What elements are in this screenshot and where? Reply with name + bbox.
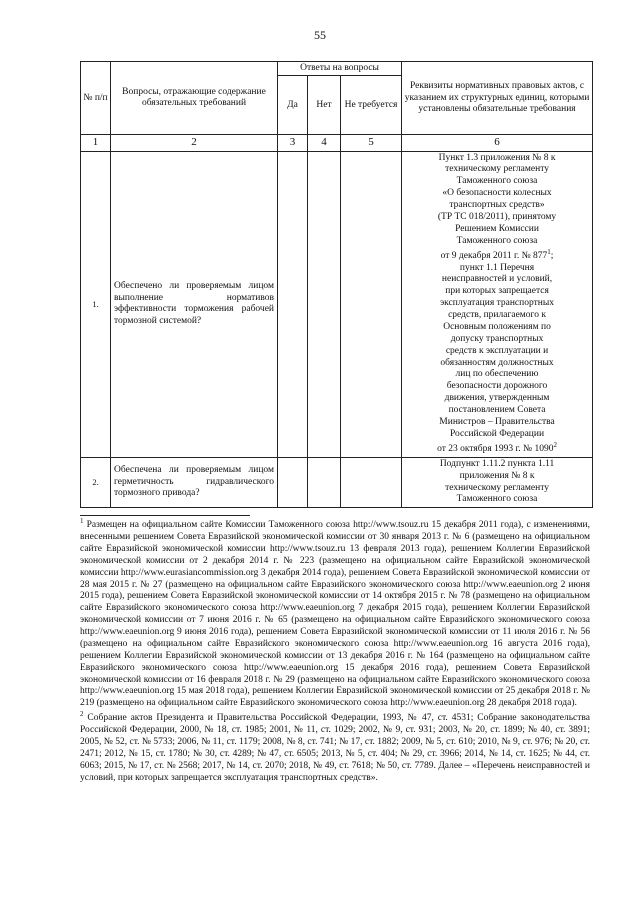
answer-not-required-cell[interactable] — [341, 151, 402, 457]
answer-no-cell[interactable] — [308, 151, 341, 457]
header-no: Нет — [308, 76, 341, 135]
index-cell: 5 — [341, 135, 402, 151]
row-number: 1. — [81, 151, 111, 457]
answer-yes-cell[interactable] — [278, 151, 308, 457]
index-cell: 1 — [81, 135, 111, 151]
header-not-required: Не требуется — [341, 76, 402, 135]
header-num: № п/п — [81, 62, 111, 135]
answer-not-required-cell[interactable] — [341, 457, 402, 508]
footnote-1: $^1$ Размещен на официальном сайте Комиссии Таможенного союза http://www.tsouz.ru 15 декабря 2011 года), с изменениями, внесенными решением Совета Евразийской экономической комиссии от 30 января 2013 г. № 6 (размещено на официальном сайте Евразийской экономической комиссии http://www.tsouz.ru 13 февраля 2013 года), решением Коллегии Евразийской экономической комиссии от 2 декабря 2014 г. № 223 (размещено на официальном сайте Евразийской экономической комиссии http://www.eurasiancommission.org 3 декабря 2014 года), решением Совета Евразийской экономической комиссии от 28 мая 2015 г. № 27 (размещено на официальном сайте Евразийского экономического союза http://www.eaeunion.org 2 июня 2015 года), решением Совета Евразийской экономической комиссии от 14 октября 2015 г. № 78 (размещено на официальном сайте Евразийского экономического союза http://www.eaeunion.org 7 декабря 2015 года), решением Коллегии Евразийской экономической комиссии от 7 июня 2016 г. № 65 (размещено на официальном сайте Евразийского экономического союза http://www.eaeunion.org 9 июня 2016 года), решением Совета Евразийской экономической комиссии от 11 июля 2016 г. № 56 (размещено на официальном сайте Евразийского экономического союза http://www.eaeunion.org 16 августа 2016 года), решением Коллегии Евразийской экономической комиссии от 13 декабря 2016 г. № 164 (размещено на официальном сайте Евразийского экономического союза http://www.eaeunion.org 15 декабря 2016 года), решением Совета Евразийской экономической комиссии от 16 февраля 2018 г. № 29 (размещено на официальном сайте Евразийского экономического союза http://www.eaeunion.org 15 мая 2018 года), решением Коллегии Евразийской экономической комиссии от 25 декабря 2018 г. № 219 (размещено на официальном сайте Евразийского экономического союза http://www.eaeunion.org 28 декабря 2018 года). — [80, 517, 590, 709]
header-requisites: Реквизиты нормативных правовых актов, с указанием их структурных единиц, которыми установлены обязательные требования — [402, 62, 593, 135]
footnote-2: $^2$ Собрание актов Президента и Правительства Российской Федерации, 1993, № 47, ст. 4531; Собрание законодательства Российской Федерации, 2000, № 18, ст. 1985; 2001, № 11, ст. 1029; 2002, № 9, ст. 931; 2003, № 20, ст. 1899; № 40, ст. 3891; 2005, № 52, ст. № 5733; 2006, № 11, ст. 1179; 2008, № 8, ст. 741; № 17, ст. 1882; 2009, № 5, ст. 610; 2010, № 9, ст. 976; № 20, ст. 2471; 2012, № 15, ст. 1780; № 30, ст. 4289; № 47, ст. 6505; 2013, № 5, ст. 404; № 29, ст. 3966; 2014, № 14, ст. 1625; № 44, ст. 6063; 2015, № 17, ст. № 2568; 2017, № 14, ст. 2070; 2018, № 49, ст. 7618; № 50, ст. 7789. Далее – «Перечень неисправностей и условий, при которых запрещается эксплуатация транспортных средств». — [80, 710, 590, 783]
row-question: Обеспечена ли проверяемым лицом герметичность гидравлического тормозного привода? — [111, 457, 278, 508]
index-cell: 2 — [111, 135, 278, 151]
footnote-ref-1: 1 — [547, 247, 551, 256]
index-cell: 3 — [278, 135, 308, 151]
header-questions: Вопросы, отражающие содержание обязательных требований — [111, 62, 278, 135]
table-row — [81, 151, 593, 457]
row-number: 2. — [81, 457, 111, 508]
index-cell: 6 — [402, 135, 593, 151]
row-question: Обеспечено ли проверяемым лицом выполнение нормативов эффективности торможения рабочей тормозной системой? — [111, 151, 278, 457]
checklist-table — [80, 61, 593, 508]
answer-no-cell[interactable] — [308, 457, 341, 508]
index-cell: 4 — [308, 135, 341, 151]
header-answers-group: Ответы на вопросы — [278, 62, 402, 76]
row-requisites: Подпункт 1.11.2 пункта 1.11 приложения № 8 к техническому регламенту Таможенного союза — [402, 457, 593, 508]
header-yes: Да — [278, 76, 308, 135]
table-row — [81, 457, 593, 508]
answer-yes-cell[interactable] — [278, 457, 308, 508]
footnote-divider — [80, 515, 250, 516]
row-requisites: Пункт 1.3 приложения № 8 к техническому регламенту Таможенного союза «О безопасности колесных транспортных средств» (ТР ТС 018/2011), принятому Решением Комиссии Таможенного союза от 9 декабря 2011 г. № $877^1$; пункт 1.1 Перечня неисправностей и условий, при которых запрещается эксплуатация транспортных средств, прилагаемого к Основным положениям по допуску транспортных средств к эксплуатации и обязанностям должностных лиц по обеспечению безопасности дорожного движения, утвержденным постановлением Совета Министров – Правительства Российской Федерации от 23 октября 1993 г. № 1090$^2$ — [402, 151, 593, 457]
page-number: 55 — [314, 28, 326, 42]
footnote-ref-2: 2 — [553, 440, 557, 449]
footnotes — [80, 517, 590, 785]
